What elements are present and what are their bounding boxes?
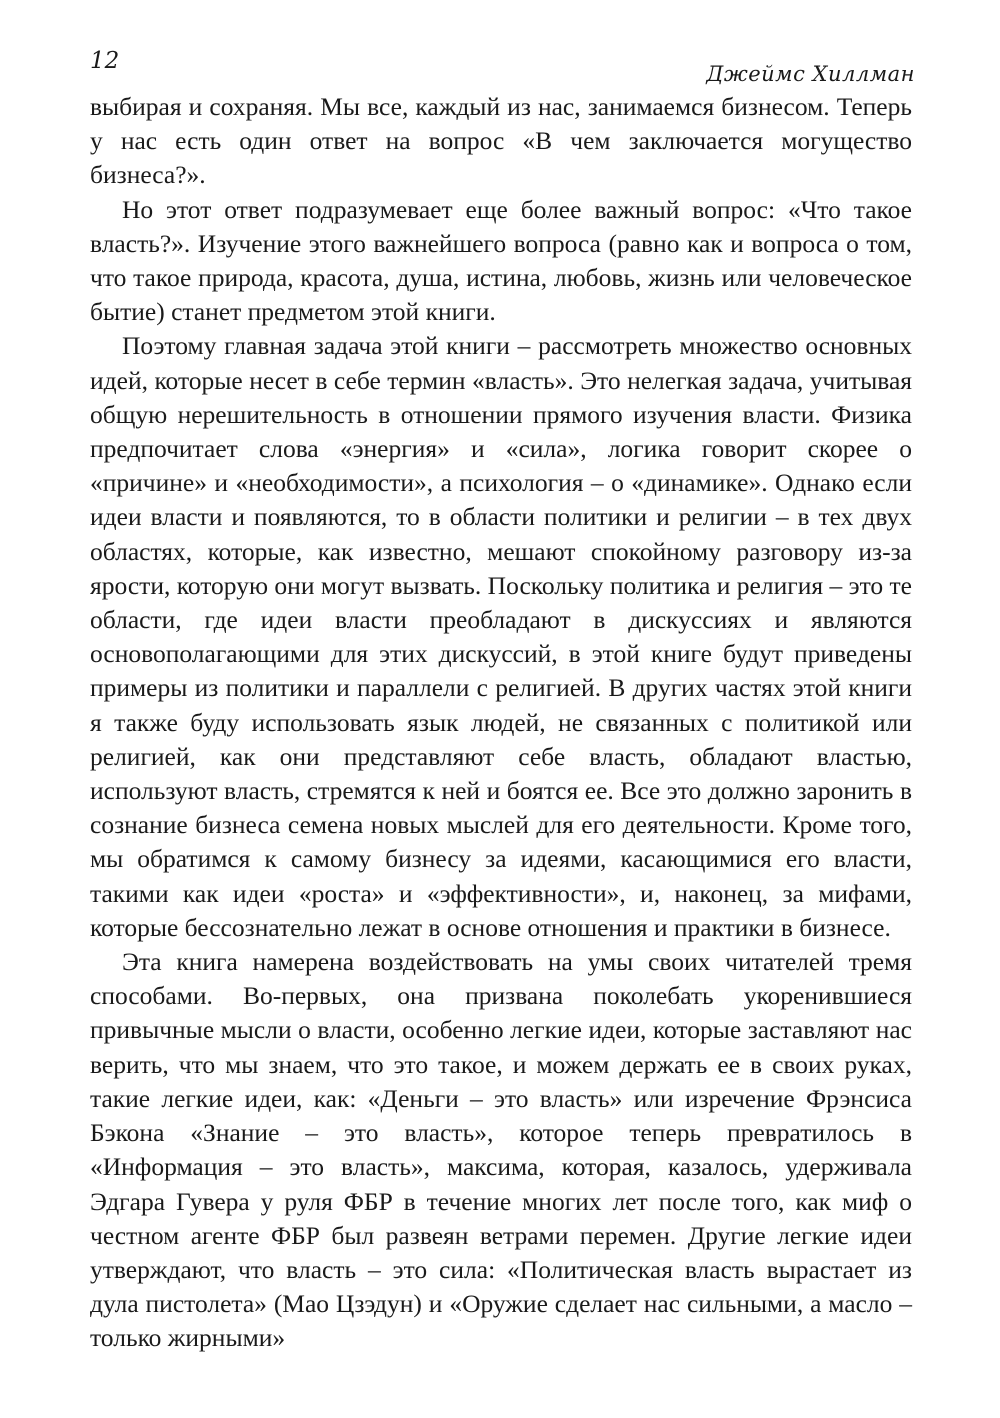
paragraph-1-continued: выбирая и сохраняя. Мы все, каждый из нас, занимаемся бизнесом. Теперь у нас есть один ответ на вопрос «В чем заключается могущество бизнеса?». bbox=[90, 92, 912, 190]
paragraph-2: Но этот ответ подразумевает еще более важный вопрос: «Что такое власть?». Изучение этого важнейшего вопроса (равно как и вопроса о том, что такое природа, красота, душа, истина, любовь, жизнь или человеческое бытие) станет предметом этой книги. bbox=[90, 194, 912, 327]
paragraph-4: Эта книга намерена воздействовать на умы своих читателей тремя способами. Во-первых, она призвана поколебать укоренившиеся привычные мысли о власти, особенно легкие идеи, которые заставляют нас верить, что мы знаем, что это такое, и можем держать ее в своих руках, такие легкие идеи, как: «Деньги – это власть» или изречение Фрэнсиса Бэкона «Знание – это власть», которое теперь превратилось в «Информация – это власть», максима, которая, казалось, удерживала Эдгара Гувера у руля ФБР в течение многих лет после того, как миф о честном агенте ФБР был развеян ветрами перемен. Другие легкие идеи утверждают, что власть – это сила: «Политическая власть вырастает из дула пистолета» (Мао Цзэдун) и «Оружие сделает нас сильными, а масло – только жирными» bbox=[90, 947, 912, 1353]
paragraph-3: Поэтому главная задача этой книги – рассмотреть множество основных идей, которые несет в себе термин «власть». Это нелегкая задача, учитывая общую нерешительность в отношении прямого изучения власти. Физика предпочитает слова «энергия» и «сила», логика говорит скорее о «причине» и «необходимости», а психология – о «динамике». Однако если идеи власти и появляются, то в области политики и религии – в тех двух областях, которые, как известно, мешают спокойному разговору из-за ярости, которую они могут вызвать. Поскольку политика и религия – это те области, где идеи власти преобладают в дискуссиях и являются основополагающими для этих дискуссий, в этой книге будут приведены примеры из политики и параллели с религией. В других частях этой книги я также буду использовать язык людей, не связанных с политикой или религией, как они представляют себе власть, обладают властью, используют власть, стремятся к ней и боятся ее. Все это должно заронить в сознание бизнеса семена новых мыслей для его деятельности. Кроме того, мы обратимся к самому бизнесу за идеями, касающимися его власти, такими как идеи «роста» и «эффективности», и, наконец, за мифами, которые бессознательно лежат в основе отношения и практики в бизнесе. bbox=[90, 331, 912, 942]
page-number: 12 bbox=[90, 48, 120, 74]
running-header-author: Джеймс Хиллман bbox=[706, 62, 915, 86]
body-text bbox=[90, 90, 912, 1356]
